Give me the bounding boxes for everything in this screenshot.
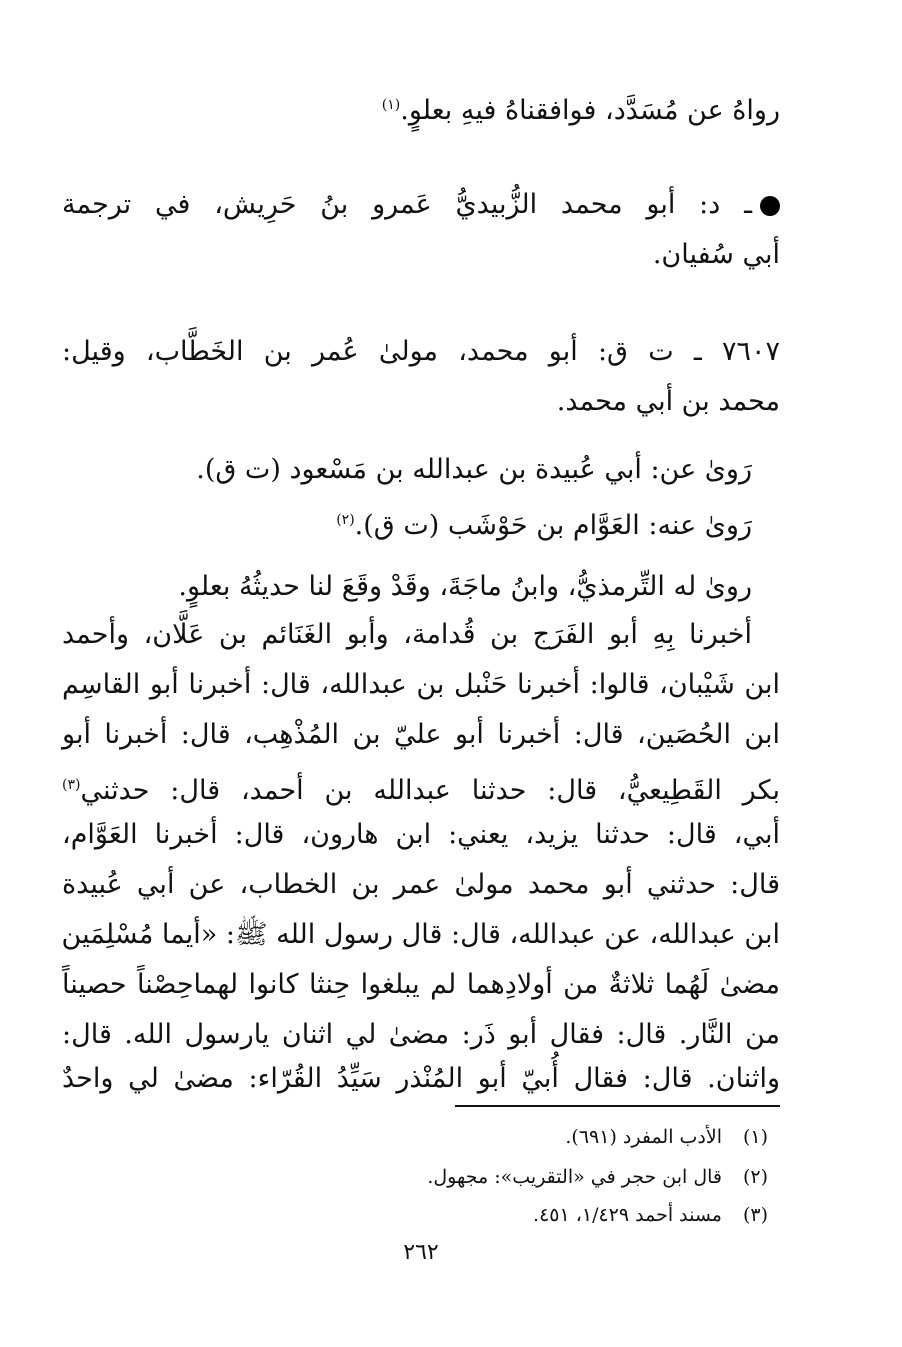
text-line-9: أخبرنا بِهِ أبو الفَرَج بن قُدامة، وأبو الغَنَائم بن عَلَّان، وأحمد: [62, 619, 752, 650]
text-line-15: ابن عبدالله، عن عبدالله، قال: قال رسول الله ﷺ: «أيما مُسْلِمَين: [61, 919, 780, 950]
footnote-3: (٣)مسند أحمد ١/٤٢٩، ٤٥١.: [533, 1204, 768, 1226]
text-line-2: ـ د: أبو محمد الزُّبيديُّ عَمرو بنُ حَرِيش، في ترجمة: [62, 180, 780, 230]
text-line-14: قال: حدثني أبو محمد مولىٰ عمر بن الخطاب، عن أبي عُبيدة: [62, 869, 780, 900]
text-line-16: مضىٰ لَهُما ثلاثةٌ من أولادِهما لم يبلغوا حِنثا كانوا لهماحِصْناً حصيناً: [62, 969, 780, 1000]
page-number: ٢٦٢: [403, 1240, 439, 1265]
footnote-mark-1: (١): [381, 97, 401, 113]
text-line-3: أبي سُفيان.: [652, 239, 780, 270]
narrated-from: رَوىٰ عن: أبي عُبيدة بن عبدالله بن مَسْعود (ت ق).: [196, 454, 752, 485]
footnote-1: (١)الأدب المفرد (٦٩١).: [565, 1126, 768, 1148]
footnote-mark-3: (٣): [62, 777, 81, 793]
footnote-mark-2: (٢): [336, 512, 355, 528]
text-line-18: واثنان. قال: فقال أُبيّ أبو المُنْذر سَيِّدُ القُرّاء: مضىٰ لي واحدٌ: [62, 1063, 780, 1094]
entry-heading: ٧٦٠٧ ـ ت ق: أبو محمد، مولىٰ عُمر بن الخَطَّاب، وقيل:: [62, 336, 780, 367]
book-page: [62, 60, 780, 1330]
text-line-17: من النَّار. قال: فقال أبو ذَر: مضىٰ لي اثنان يارسول الله. قال:: [62, 1019, 780, 1050]
footnote-2: (٢)قال ابن حجر في «التقريب»: مجهول.: [427, 1166, 768, 1188]
text-line-5: محمد بن أبي محمد.: [556, 386, 780, 417]
text-line-12: بكر القَطِيعيُّ، قال: حدثنا عبدالله بن أحمد، قال: حدثني$^{(٣)}$: [62, 775, 780, 806]
text-line-10: ابن شَيْبان، قالوا: أخبرنا حَنْبل بن عبدالله، قال: أخبرنا أبو القاسِم: [62, 669, 780, 700]
text-line-1: رواهُ عن مُسَدَّد، فوافقناهُ فيهِ بعلوٍ.$^{(١)}$: [381, 95, 780, 126]
bullet-icon: [760, 196, 780, 216]
text-line-8: روىٰ له التِّرمذيُّ، وابنُ ماجَةَ، وقَدْ وقَعَ لنا حديثُهُ بعلوٍ.: [178, 571, 752, 602]
text-line-11: ابن الحُصَين، قال: أخبرنا أبو عليّ بن المُذْهِب، قال: أخبرنا أبو: [62, 719, 780, 750]
footnote-separator: [455, 1105, 780, 1107]
text-line-13: أبي، قال: حدثنا يزيد، يعني: ابن هارون، قال: أخبرنا العَوَّام،: [62, 819, 780, 850]
narrated-by: رَوىٰ عنه: العَوَّام بن حَوْشَب (ت ق).$^{(٢)}$: [336, 510, 752, 541]
